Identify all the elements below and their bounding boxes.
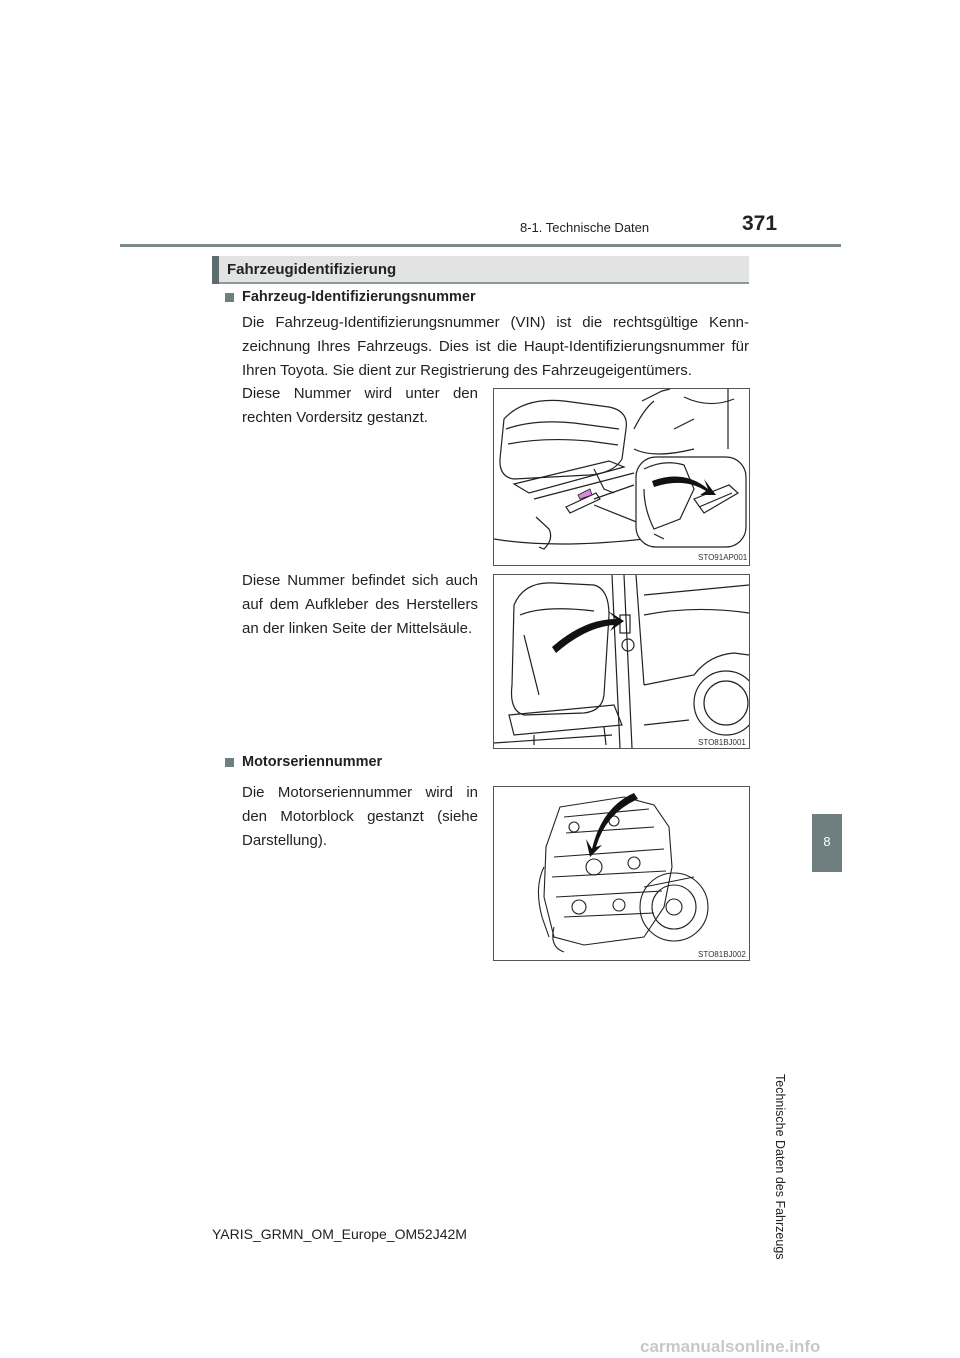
header-rule [120,244,841,247]
header-section: 8-1. Technische Daten [520,220,650,235]
vin-location-1-line: rechten Vordersitz gestanzt. [242,409,428,426]
figure-3-code: STO81BJ002 [698,950,746,959]
figure-seat-vin [493,388,750,566]
arrow-icon [552,611,624,653]
chapter-number: 8 [823,834,831,849]
watermark: carmanualsonline.info [640,1337,821,1356]
vin-intro [242,311,749,383]
vin-intro-line: Ihren Toyota. Sie dient zur Registrierung des Fahrzeugeigentümers. [242,362,692,379]
vin-heading: Fahrzeug-Identifizierungsnummer [242,289,476,305]
section-title-accent [212,256,219,284]
bullet-square-icon [225,758,234,767]
pillar-illustration [494,575,749,748]
engine-text-line: den Motorblock gestanzt (siehe [242,808,478,825]
vin-location-2-line: Diese Nummer befindet sich auch [242,572,478,589]
vin-location-2 [242,569,478,641]
seat-illustration [494,389,749,565]
engine-heading: Motorseriennummer [242,754,383,770]
figure-pillar-label [493,574,750,749]
bullet-square-icon [225,293,234,302]
document-footer: YARIS_GRMN_OM_Europe_OM52J42M [212,1226,467,1242]
vin-location-1 [242,382,478,430]
vin-location-2-line: auf dem Aufkleber des Herstellers [242,596,478,613]
vin-location-2-line: an der linken Seite der Mittelsäule. [242,620,473,637]
vin-highlight [578,489,592,499]
engine-illustration [494,787,749,960]
figure-1-code: STO91AP001 [698,553,748,562]
vin-intro-line: zeichnung Ihres Fahrzeugs. Dies ist die Haupt-Identifizierungsnummer für [242,338,749,355]
page-number: 371 [742,212,778,235]
figure-engine [493,786,750,961]
figure-2-code: STO81BJ001 [698,738,746,747]
vin-location-1-line: Diese Nummer wird unter den [242,385,478,402]
engine-text [242,781,478,853]
section-title: Fahrzeugidentifizierung [227,261,397,278]
engine-text-line: Darstellung). [242,832,328,849]
engine-text-line: Die Motorseriennummer wird in [242,784,478,801]
chapter-label: Technische Daten des Fahrzeugs [773,1074,787,1260]
vin-intro-line: Die Fahrzeug-Identifizierungsnummer (VIN) ist die rechtsgültige Kenn- [242,314,749,331]
